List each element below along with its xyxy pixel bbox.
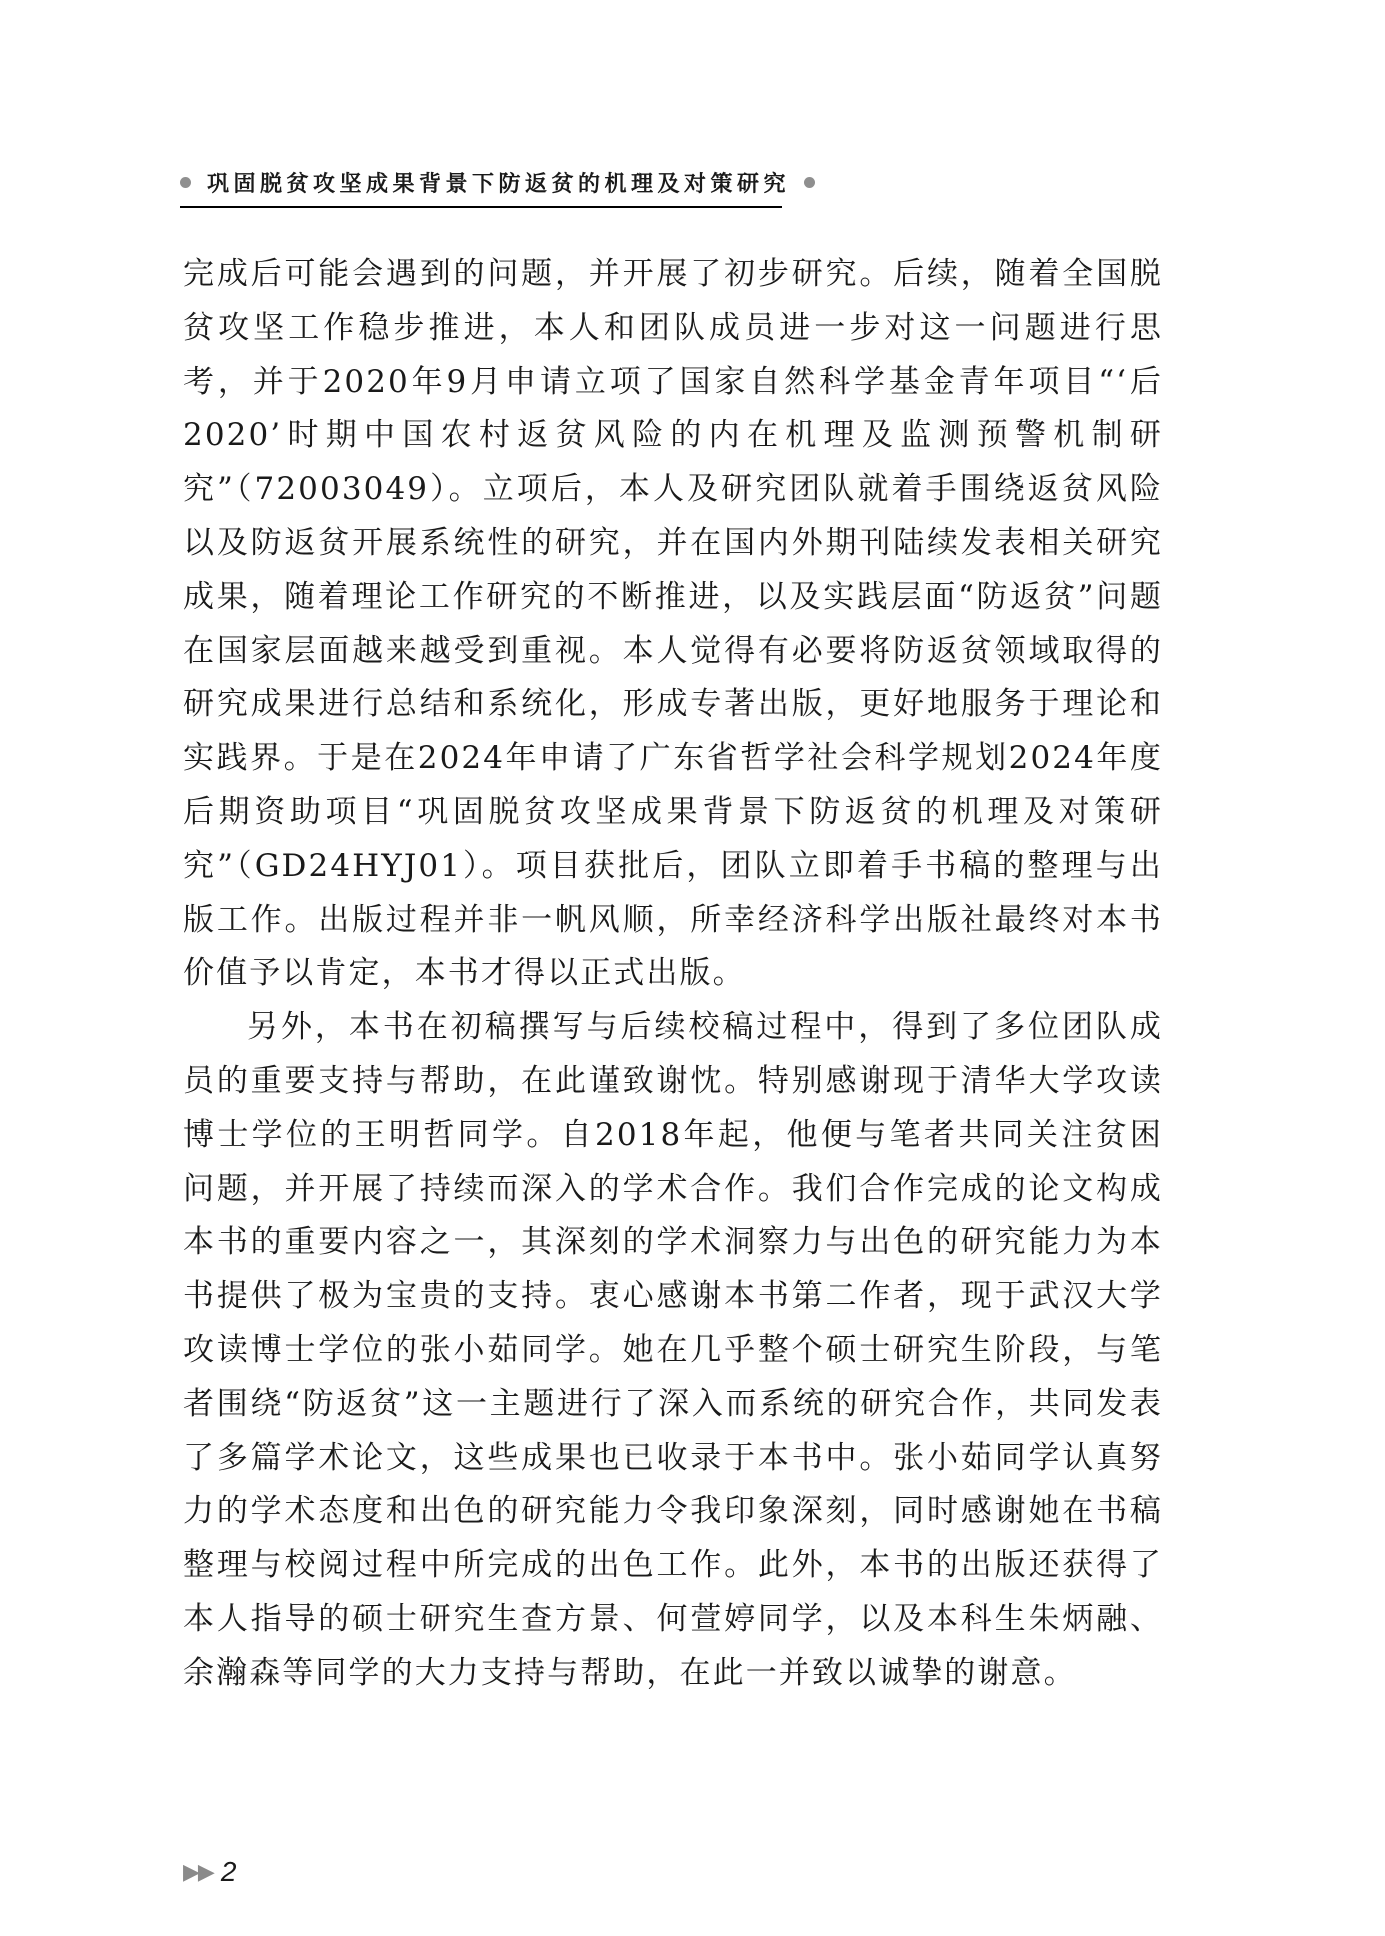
page-footer	[183, 1852, 236, 1892]
running-header	[180, 162, 1180, 202]
paragraph-acknowledgements: 另外，本书在初稿撰写与后续校稿过程中，得到了多位团队成员的重要支持与帮助，在此谨致谢忱。特别感谢现于清华大学攻读博士学位的王明哲同学。自2018年起，他便与笔者共同关注贫困问题，并开展了持续而深入的学术合作。我们合作完成的论文构成本书的重要内容之一，其深刻的学术洞察力与出色的研究能力为本书提供了极为宝贵的支持。衷心感谢本书第二作者，现于武汉大学攻读博士学位的张小茹同学。她在几乎整个硕士研究生阶段，与笔者围绕“防返贫”这一主题进行了深入而系统的研究合作，共同发表了多篇学术论文，这些成果也已收录于本书中。张小茹同学认真努力的学术态度和出色的研究能力令我印象深刻，同时感谢她在书稿整理与校阅过程中所完成的出色工作。此外，本书的出版还获得了本人指导的硕士研究生查方景、何萱婷同学，以及本科生朱炳融、余瀚森等同学的大力支持与帮助，在此一并致以诚挚的谢意。	[183, 1009, 1163, 1691]
header-rule	[180, 206, 782, 208]
running-header-title: 巩固脱贫攻坚成果背景下防返贫的机理及对策研究	[207, 171, 791, 197]
page-number: 2	[220, 1856, 237, 1887]
paragraph-continued: 完成后可能会遇到的问题，并开展了初步研究。后续，随着全国脱贫攻坚工作稳步推进，本人和团队成员进一步对这一问题进行思考，并于2020年9月申请立项了国家自然科学基金青年项目“‘后2020’时期中国农村返贫风险的内在机理及监测预警机制研究”（72003049）。立项后，本人及研究团队就着手围绕返贫风险以及防返贫开展系统性的研究，并在国内外期刊陆续发表相关研究成果，随着理论工作研究的不断推进，以及实践层面“防返贫”问题在国家层面越来越受到重视。本人觉得有必要将防返贫领域取得的研究成果进行总结和系统化，形成专著出版，更好地服务于理论和实践界。于是在2024年申请了广东省哲学社会科学规划2024年度后期资助项目“巩固脱贫攻坚成果背景下防返贫的机理及对策研究”（GD24HYJ01）。项目获批后，团队立即着手书稿的整理与出版工作。出版过程并非一帆风顺，所幸经济科学出版社最终对本书价值予以肯定，本书才得以正式出版。	[183, 256, 1163, 992]
header-left-dot-icon	[180, 177, 191, 188]
double-arrow-icon: ▶▶	[183, 1859, 213, 1885]
header-right-dot-icon	[804, 177, 815, 188]
body-text	[183, 248, 1163, 1701]
